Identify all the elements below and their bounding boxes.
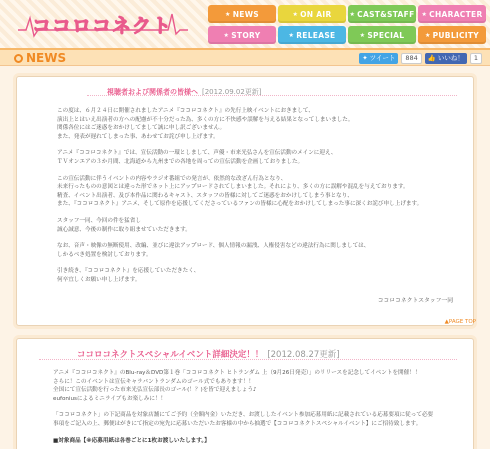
star-icon: ★ <box>421 10 428 18</box>
star-icon: ★ <box>359 31 366 39</box>
article-body: アニメ『ココロコネクト』のBlu-ray＆DVD第１巻「ココロコネクト ヒトランダム 上（9月26日発売）」のリリースを記念してイベントを開催！！ さらに！このイベントは宣伝キャラバントランダムのゴール式でもあります！！ 全国にて宣伝活動を行った市来光弘宣伝部長のゴール(！？)を皆で迎えましょう♪ eufoniusによるミニライブもお楽しみに！！ 「ココロコネクト」の下記商品を対象店舗にてご予約（全額内金）いただき、お渡ししたイベント参加応募用紙に記載されている応募要項に従って必要 事項をご記入の上、郵便はがきにて指定の宛先に応募いただいたお客様の中から抽選で【ココロコネクトスペシャルイベント】にご招待致します。 ■対象商品【※応募用紙は各巻ごとに1枚お渡しいたします。】 <box>53 370 434 444</box>
like-count: 1 <box>470 53 482 64</box>
page-title: NEWS <box>14 51 66 65</box>
like-button[interactable]: 👍 いいね！ <box>425 53 467 64</box>
tweet-button[interactable]: ✦ ツイート <box>359 53 398 64</box>
star-icon: ★ <box>349 10 356 18</box>
article-body: この度は、６月２４日に開催されましたアニメ『ココロコネクト』の先行上映イベントにおきまして、 演出上とはいえ出演者の方への配慮が不十分だった為、多くの方に不快感や誤解を与える結果となってしまいました。 関係各位にはご迷惑をおかけしてまして誠に申し訳ございません。 また、発表が遅れてしまった事、あわせてお詫び申し上げます。 アニメ『ココロコネクト』では、宣伝活動の一環としまして、声優・市来光弘さんを宣伝活動のメインに迎え、 ＴＶオンエアの３か月間、北海道から九州までの各地を周っての宣伝活動を企画しておりました。 この宣伝活動に伴うイベントの内容やラジオ番組での発言が、依然的な改ざん行為となり、 未来行ったものの意図とは違った形でネット上にアップロードされてしまいました。それにより、多くの方に誤解や混乱を与えております。 精査、イベント出演者、及び本作品に関わるキャスト、スタッフの皆様に対してご迷惑をおかけしてしまう事となり、 また、『ココロコネクト』アニメ、そして原作を応援してくださっているファンの皆様に心配をおかけしてしまった事に深くお詫び申し上げます。 スタッフ一同、今回の件を猛省し 誠心誠意、今後の制作に取り組ませていただきます。 なお、音声・映像の無断使用、改編、並びに違法アップロード、個人情報の漏洩、人権侵害などの違法行為に関しましては、 しかるべき処置を検討しております。 引き続き、『ココロコネクト』を応援していただきたく、 何卒宜しくお願い申し上げます。 <box>57 108 423 283</box>
article-date: [2012.09.02更新] <box>202 88 262 96</box>
divider <box>39 359 457 360</box>
twitter-bird-icon: ✦ <box>362 54 368 62</box>
star-icon: ★ <box>292 10 299 18</box>
article-title: 視聴者および関係者の皆様へ [2012.09.02更新] <box>107 88 262 96</box>
nav-release[interactable]: ★ RELEASE <box>278 26 346 44</box>
news-article <box>16 338 474 449</box>
article-date: [2012.08.27更新] <box>267 350 340 360</box>
nav-special[interactable]: ★ SPECIAL <box>348 26 416 44</box>
logo-text: ココロコネクト <box>32 14 173 37</box>
star-icon: ★ <box>424 31 431 39</box>
article-signature: ココロコネクトスタッフ一同 <box>377 298 453 304</box>
nav-story[interactable]: ★ STORY <box>208 26 276 44</box>
star-icon: ★ <box>288 31 295 39</box>
nav-on-air[interactable]: ★ ON AIR <box>278 5 346 23</box>
social-buttons <box>359 53 482 64</box>
global-nav <box>208 5 486 45</box>
news-article <box>16 76 474 326</box>
star-icon: ★ <box>225 10 231 18</box>
nav-publicity[interactable]: ★ PUBLICITY <box>418 26 486 44</box>
page-top-link[interactable]: ▲PAGE TOP <box>444 319 476 325</box>
site-logo[interactable] <box>18 8 188 40</box>
article-title: ココロコネクトスペシャルイベント詳細決定！！ [2012.08.27更新] <box>77 350 340 360</box>
divider <box>87 95 457 96</box>
circle-icon <box>14 54 23 63</box>
tweet-count: 884 <box>401 53 421 64</box>
site-header <box>0 0 490 48</box>
nav-character[interactable]: ★ CHARACTER <box>418 5 486 23</box>
star-icon: ★ <box>223 31 230 39</box>
nav-news[interactable]: ★ NEWS <box>208 5 276 23</box>
section-title-bar <box>0 48 490 66</box>
thumbs-up-icon: 👍 <box>427 54 436 62</box>
nav-cast-staff[interactable]: ★ CAST&STAFF <box>348 5 416 23</box>
